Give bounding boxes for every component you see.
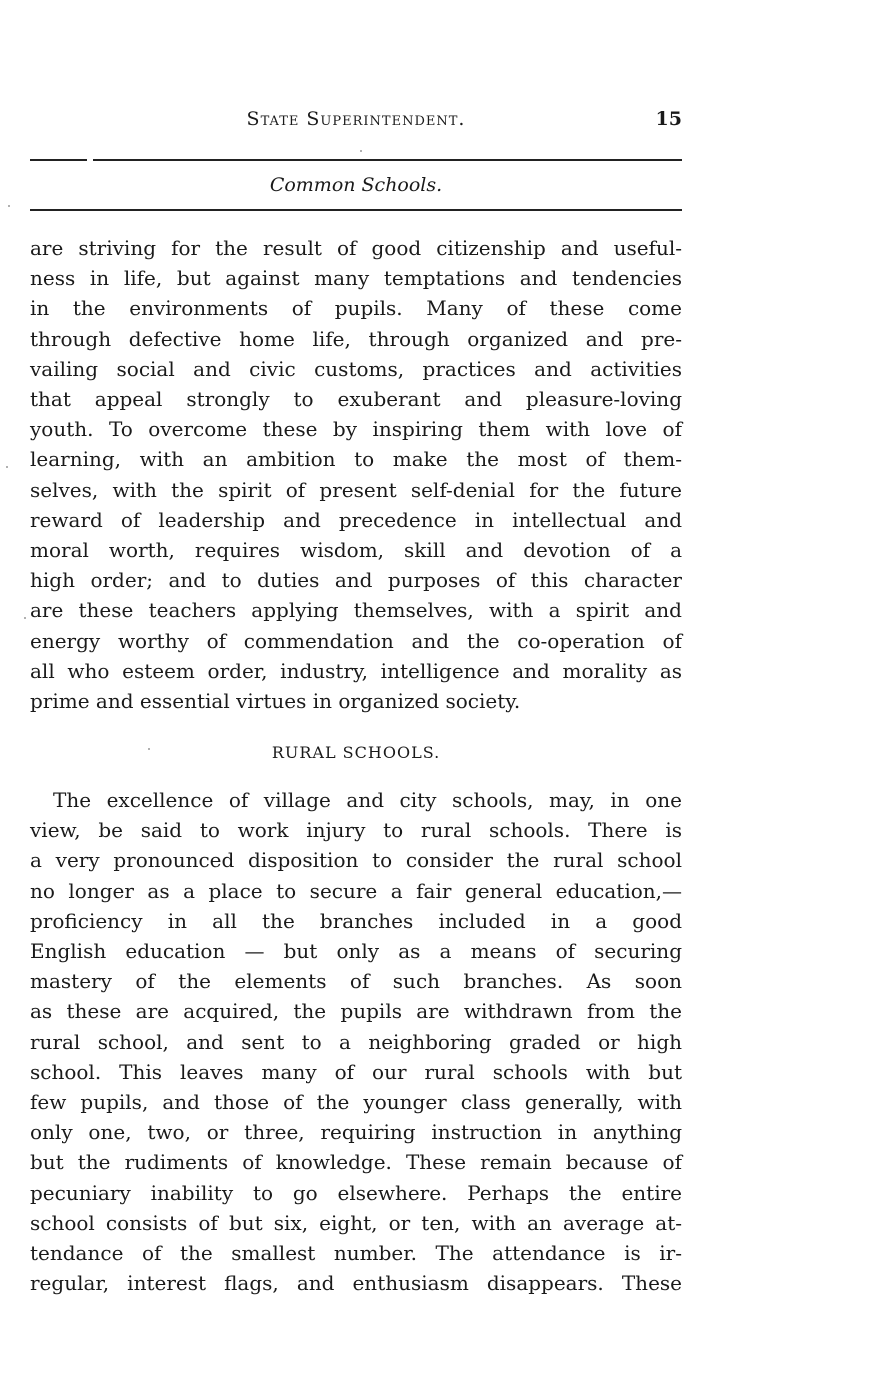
subheading-rural-schools: RURAL SCHOOLS. — [271, 743, 441, 762]
text-line: school consists of but six, eight, or ten, with an average at- — [30, 1210, 682, 1235]
text-line: ness in life, but against many temptations and tendencies — [30, 266, 682, 291]
text-line: The excellence of village and city schools, may, in one — [53, 788, 682, 812]
text-line: high order; and to duties and purposes of this character — [30, 568, 682, 593]
paragraph-rural-schools — [30, 785, 682, 1298]
text-line: mastery of the elements of such branches. As soon — [30, 969, 682, 994]
text-line: all who esteem order, industry, intelligence and morality as — [30, 658, 682, 683]
text-line: proficiency in all the branches included in a good — [30, 908, 682, 933]
text-line: pecuniary inability to go elsewhere. Perhaps the entire — [30, 1180, 682, 1205]
text-line: a very pronounced disposition to consider the rural school — [30, 848, 682, 873]
header-rule-top — [30, 159, 682, 161]
text-line: are these teachers applying themselves, with a spirit and — [30, 598, 682, 623]
text-line: only one, two, or three, requiring instruction in anything — [30, 1120, 682, 1145]
text-line: learning, with an ambition to make the most of them- — [30, 447, 682, 472]
text-line: as these are acquired, the pupils are withdrawn from the — [30, 999, 682, 1024]
text-line: school. This leaves many of our rural schools with but — [30, 1059, 682, 1084]
running-title: State Superintendent. — [246, 108, 466, 130]
text-line: through defective home life, through organized and pre- — [30, 326, 682, 351]
text-line: English education — but only as a means of securing — [30, 939, 682, 964]
text-line: that appeal strongly to exuberant and pleasure-loving — [30, 387, 682, 412]
text-line: rural school, and sent to a neighboring graded or high — [30, 1029, 682, 1054]
text-line: but the rudiments of knowledge. These remain because of — [30, 1150, 682, 1175]
text-line: prime and essential virtues in organized society. — [30, 689, 521, 714]
section-caption: Common Schools. — [269, 174, 443, 196]
text-line: are striving for the result of good citizenship and useful- — [30, 236, 682, 260]
text-line: selves, with the spirit of present self-denial for the future — [30, 477, 682, 502]
page-number: 15 — [655, 108, 682, 130]
text-line: in the environments of pupils. Many of these come — [30, 296, 682, 321]
header-rule-bottom — [30, 209, 682, 211]
text-line: regular, interest flags, and enthusiasm disappears. These — [30, 1271, 682, 1296]
running-head — [30, 108, 682, 136]
text-line: few pupils, and those of the younger class generally, with — [30, 1090, 682, 1115]
paragraph-civic-virtue — [30, 233, 682, 716]
text-line: tendance of the smallest number. The attendance is ir- — [30, 1241, 682, 1266]
text-line: reward of leadership and precedence in intellectual and — [30, 507, 682, 532]
text-line: youth. To overcome these by inspiring them with love of — [30, 417, 682, 442]
text-line: vailing social and civic customs, practices and activities — [30, 356, 682, 381]
text-line: view, be said to work injury to rural schools. There is — [30, 818, 682, 843]
text-line: energy worthy of commendation and the co-operation of — [30, 628, 682, 653]
text-line: no longer as a place to secure a fair general education,— — [30, 878, 682, 903]
text-line: moral worth, requires wisdom, skill and devotion of a — [30, 538, 682, 563]
